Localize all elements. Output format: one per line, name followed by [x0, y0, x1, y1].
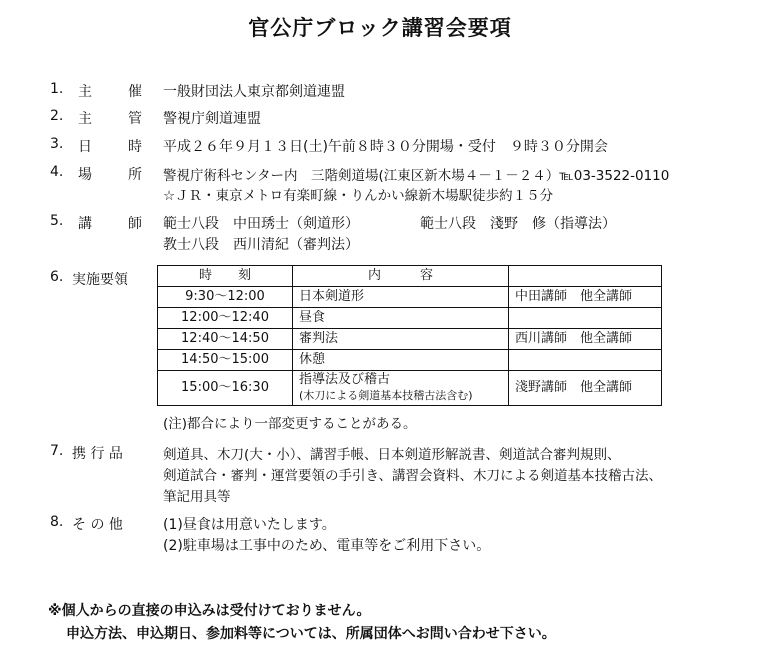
notice-line: 申込方法、申込期日、参加料等については、所属団体へお問い合わせ下さい。 [66, 626, 556, 642]
instructor-nishikawa: 教士八段 西川清紀（審判法） [163, 237, 359, 253]
item-label: そ の 他 [72, 517, 123, 533]
row-content: 指導法及び稽古 [299, 372, 391, 387]
item-label: 時 [128, 139, 142, 155]
item-label: 師 [128, 216, 142, 232]
row-content: 審判法 [293, 329, 509, 350]
row-content-cell [293, 371, 509, 406]
belongings-line: 剣道試合・審判・運営要領の手引き、講習会資料、木刀による剣道基本技稽古法、 [163, 468, 662, 484]
item-number: 1. [50, 81, 64, 97]
other-line: (2)駐車場は工事中のため、電車等をご利用下さい。 [163, 538, 491, 554]
item-number: 6. [50, 269, 64, 285]
row-time: 9:30～12:00 [158, 287, 293, 308]
item-number: 7. [50, 443, 64, 459]
row-time: 14:50～15:00 [158, 350, 293, 371]
row-time: 15:00～16:30 [158, 371, 293, 406]
row-staff [509, 350, 662, 371]
notice-line: ※個人からの直接の申込みは受付けておりません。 [48, 603, 371, 619]
row-content: 昼食 [293, 308, 509, 329]
belongings-line: 筆記用具等 [163, 489, 231, 505]
venue-access: ☆ＪＲ・東京メトロ有楽町線・りんかい線新木場駅徒歩約１５分 [163, 188, 554, 204]
row-time: 12:00～12:40 [158, 308, 293, 329]
item-label: 実施要領 [72, 272, 128, 288]
table-row [158, 371, 662, 406]
venue-value: 警視庁術科センター内 三階剣道場(江東区新木場４－１－２４）℡03-3522-0110 [163, 168, 670, 184]
row-staff: 中田講師 他全講師 [509, 287, 662, 308]
organizer-value: 一般財団法人東京都剣道連盟 [163, 84, 345, 100]
item-number: 5. [50, 213, 64, 229]
item-label: 講 [78, 216, 92, 232]
row-content-sub: (木刀による剣道基本技稽古法含む) [299, 389, 473, 402]
item-label: 携 行 品 [72, 446, 123, 462]
row-time: 12:40～14:50 [158, 329, 293, 350]
item-label: 所 [128, 167, 142, 183]
table-header-row [158, 266, 662, 287]
row-content: 日本剣道形 [293, 287, 509, 308]
header-content: 内 容 [293, 266, 509, 287]
item-label: 催 [128, 84, 142, 100]
item-label: 主 [78, 111, 92, 127]
datetime-value: 平成２６年９月１３日(土)午前８時３０分開場・受付 ９時３０分開会 [163, 139, 608, 155]
instructor-asano: 範士八段 淺野 修（指導法） [420, 216, 616, 232]
belongings-line: 剣道具、木刀(大・小）、講習手帳、日本剣道形解説書、剣道試合審判規則、 [163, 447, 621, 463]
page-title: 官公庁ブロック講習会要項 [248, 16, 512, 40]
item-label: 場 [78, 167, 92, 183]
table-row [158, 350, 662, 371]
row-staff: 西川講師 他全講師 [509, 329, 662, 350]
row-staff [509, 308, 662, 329]
header-time: 時 刻 [158, 266, 293, 287]
table-row [158, 287, 662, 308]
header-staff [509, 266, 662, 287]
item-number: 2. [50, 108, 64, 124]
table-row [158, 329, 662, 350]
item-number: 4. [50, 164, 64, 180]
instructor-nakata: 範士八段 中田琇士（剣道形） [163, 216, 359, 232]
item-label: 管 [128, 111, 142, 127]
schedule-table [157, 265, 662, 406]
item-number: 8. [50, 514, 64, 530]
row-staff: 淺野講師 他全講師 [509, 371, 662, 406]
other-line: (1)昼食は用意いたします。 [163, 517, 336, 533]
table-row [158, 308, 662, 329]
item-number: 3. [50, 136, 64, 152]
supervisor-value: 警視庁剣道連盟 [163, 111, 261, 127]
row-content: 休憩 [293, 350, 509, 371]
schedule-note: (注)都合により一部変更することがある。 [163, 416, 417, 432]
item-label: 日 [78, 139, 92, 155]
item-label: 主 [78, 84, 92, 100]
